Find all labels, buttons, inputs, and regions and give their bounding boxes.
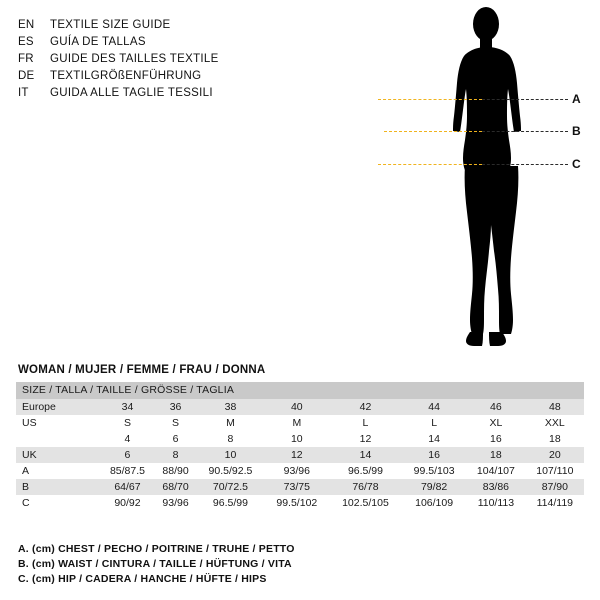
cell: 68/70	[155, 479, 196, 495]
cell: 96.5/99	[196, 495, 265, 511]
legend-line-b: B. (cm) WAIST / CINTURA / TAILLE / HÜFTUNG / VITA	[18, 558, 292, 570]
row-label: US	[16, 415, 100, 431]
cell: 42	[329, 399, 402, 415]
cell: 14	[402, 431, 466, 447]
cell: M	[196, 415, 265, 431]
body-silhouette-icon	[360, 0, 600, 375]
cell: 16	[466, 431, 526, 447]
row-label: B	[16, 479, 100, 495]
cell: 8	[155, 447, 196, 463]
language-title: GUIDE DES TAILLES TEXTILE	[50, 53, 219, 65]
cell: 83/86	[466, 479, 526, 495]
cell: 93/96	[265, 463, 329, 479]
measure-line-hip-extension	[482, 164, 568, 165]
measure-line-chest-extension	[482, 99, 568, 100]
cell: 90/92	[100, 495, 155, 511]
language-row	[18, 85, 318, 102]
table-header-label: SIZE / TALLA / TAILLE / GRÖSSE / TAGLIA	[16, 382, 584, 399]
cell: 107/110	[526, 463, 584, 479]
cell: 87/90	[526, 479, 584, 495]
table-row	[16, 447, 584, 463]
table-row	[16, 479, 584, 495]
row-label: C	[16, 495, 100, 511]
cell: 102.5/105	[329, 495, 402, 511]
cell: 44	[402, 399, 466, 415]
cell: 85/87.5	[100, 463, 155, 479]
cell: S	[100, 415, 155, 431]
cell: 16	[402, 447, 466, 463]
female-body-figure	[360, 0, 600, 375]
table-row	[16, 399, 584, 415]
cell: M	[265, 415, 329, 431]
language-row	[18, 68, 318, 85]
measure-line-chest	[378, 99, 482, 100]
cell: 64/67	[100, 479, 155, 495]
cell: 110/113	[466, 495, 526, 511]
cell: 38	[196, 399, 265, 415]
cell: 114/119	[526, 495, 584, 511]
language-title-list	[18, 17, 318, 102]
language-code: FR	[18, 53, 34, 65]
language-row	[18, 17, 318, 34]
language-title: GUIDA ALLE TAGLIE TESSILI	[50, 87, 213, 99]
cell: 4	[100, 431, 155, 447]
measure-label-a: A	[572, 92, 581, 106]
table-header-row	[16, 382, 584, 399]
cell: 46	[466, 399, 526, 415]
cell: 10	[265, 431, 329, 447]
table-row	[16, 431, 584, 447]
measure-line-waist-extension	[482, 131, 568, 132]
cell: 99.5/103	[402, 463, 466, 479]
size-table	[16, 382, 584, 511]
cell: 106/109	[402, 495, 466, 511]
cell: 48	[526, 399, 584, 415]
cell: XL	[466, 415, 526, 431]
row-label: A	[16, 463, 100, 479]
cell: 8	[196, 431, 265, 447]
measure-line-hip	[378, 164, 482, 165]
row-label	[16, 431, 100, 447]
cell: 18	[526, 431, 584, 447]
cell: 12	[265, 447, 329, 463]
cell: 40	[265, 399, 329, 415]
cell: 96.5/99	[329, 463, 402, 479]
cell: 6	[155, 431, 196, 447]
section-heading: WOMAN / MUJER / FEMME / FRAU / DONNA	[18, 364, 266, 376]
language-code: DE	[18, 70, 35, 82]
cell: XXL	[526, 415, 584, 431]
cell: 70/72.5	[196, 479, 265, 495]
row-label: Europe	[16, 399, 100, 415]
cell: 6	[100, 447, 155, 463]
row-label: UK	[16, 447, 100, 463]
table-row	[16, 415, 584, 431]
legend-line-a: A. (cm) CHEST / PECHO / POITRINE / TRUHE / PETTO	[18, 543, 295, 555]
measurement-legend	[18, 542, 578, 587]
cell: 14	[329, 447, 402, 463]
cell: 73/75	[265, 479, 329, 495]
cell: 90.5/92.5	[196, 463, 265, 479]
language-code: ES	[18, 36, 34, 48]
cell: 36	[155, 399, 196, 415]
language-code: IT	[18, 87, 29, 99]
measure-label-b: B	[572, 124, 581, 138]
language-code: EN	[18, 19, 35, 31]
measure-label-c: C	[572, 157, 581, 171]
cell: 93/96	[155, 495, 196, 511]
cell: 79/82	[402, 479, 466, 495]
language-row	[18, 34, 318, 51]
language-title: GUÍA DE TALLAS	[50, 36, 146, 48]
cell: 20	[526, 447, 584, 463]
cell: L	[402, 415, 466, 431]
cell: 12	[329, 431, 402, 447]
table-row	[16, 495, 584, 511]
measure-line-waist	[384, 131, 482, 132]
cell: 76/78	[329, 479, 402, 495]
language-title: TEXTILGRÖßENFÜHRUNG	[50, 70, 202, 82]
language-title: TEXTILE SIZE GUIDE	[50, 19, 171, 31]
cell: 104/107	[466, 463, 526, 479]
cell: 88/90	[155, 463, 196, 479]
cell: S	[155, 415, 196, 431]
cell: 99.5/102	[265, 495, 329, 511]
cell: 34	[100, 399, 155, 415]
table-row	[16, 463, 584, 479]
cell: 18	[466, 447, 526, 463]
language-row	[18, 51, 318, 68]
cell: 10	[196, 447, 265, 463]
cell: L	[329, 415, 402, 431]
legend-line-c: C. (cm) HIP / CADERA / HANCHE / HÜFTE / HIPS	[18, 573, 267, 585]
